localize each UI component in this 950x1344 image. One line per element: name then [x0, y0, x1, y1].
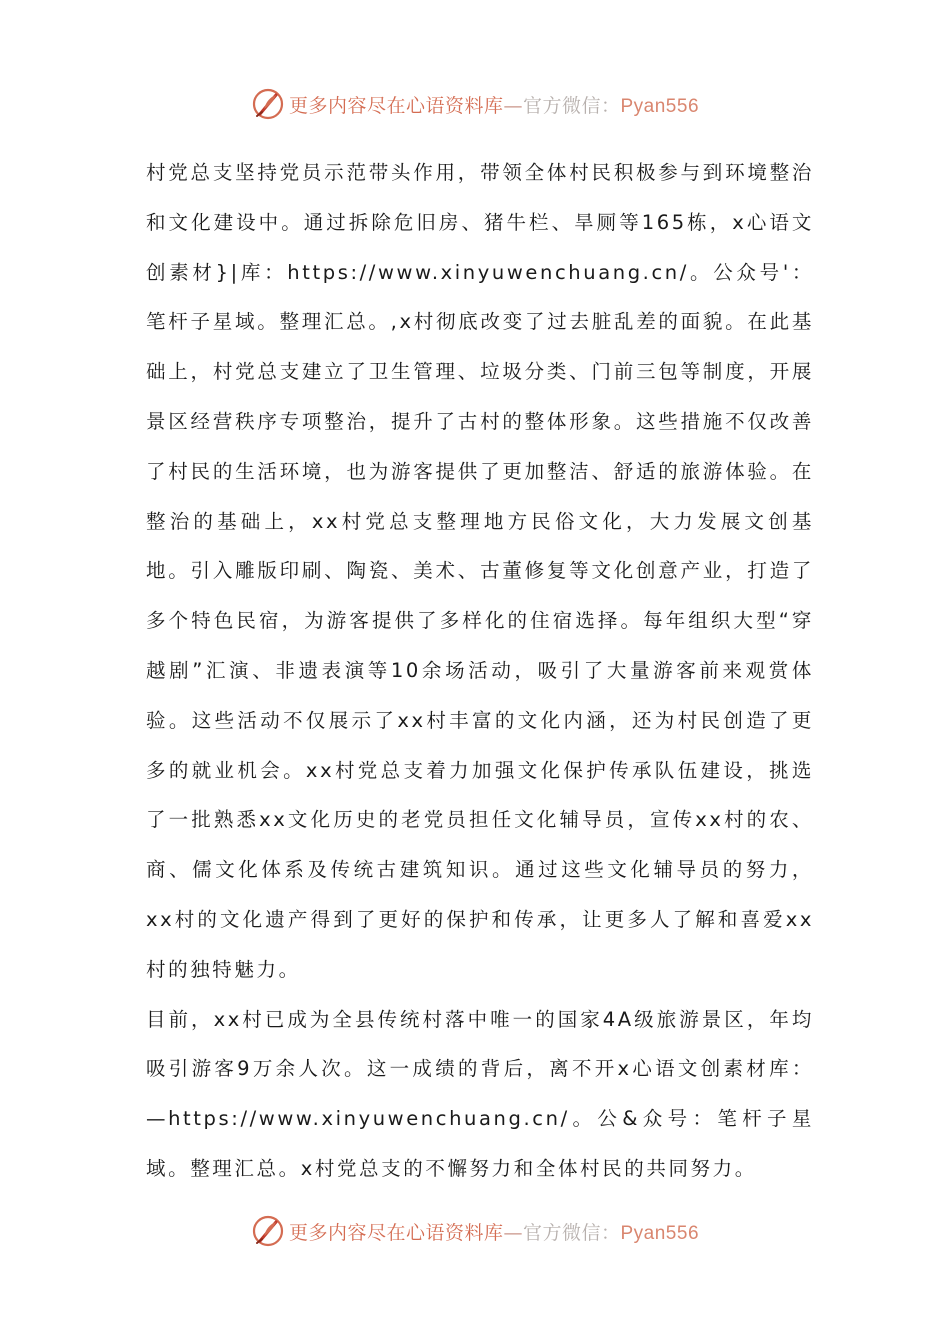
- paragraph-1: 村党总支坚持党员示范带头作用，带领全体村民积极参与到环境整治和文化建设中。通过拆除危旧房、猪牛栏、旱厕等165栋，x心语文创素材}|库：https://www.xinyuwenchuang.cn/。公众号'：笔杆子星域。整理汇总。,x村彻底改变了过去脏乱差的面貌。在此基础上，村党总支建立了卫生管理、垃圾分类、门前三包等制度，开展景区经营秩序专项整治，提升了古村的整体形象。这些措施不仅改善了村民的生活环境，也为游客提供了更加整洁、舒适的旅游体验。在整治的基础上，xx村党总支整理地方民俗文化，大力发展文创基地。引入雕版印刷、陶瓷、美术、古董修复等文化创意产业，打造了多个特色民宿，为游客提供了多样化的住宿选择。每年组织大型“穿越剧”汇演、非遗表演等10余场活动，吸引了大量游客前来观赏体验。这些活动不仅展示了xx村丰富的文化内涵，还为村民创造了更多的就业机会。xx村党总支着力加强文化保护传承队伍建设，挑选了一批熟悉xx文化历史的老党员担任文化辅导员，宣传xx村的农、商、儒文化体系及传统古建筑知识。通过这些文化辅导员的努力，xx村的文化遗产得到了更好的保护和传承，让更多人了解和喜爱xx村的独特魅力。: [146, 161, 814, 981]
- banner-separator: —: [503, 94, 523, 117]
- banner-brand: 更多内容尽在心语资料库: [288, 94, 504, 117]
- banner-label: 官方微信：: [522, 1221, 621, 1244]
- paragraph-2: 目前，xx村已成为全县传统村落中唯一的国家4A级旅游景区，年均吸引游客9万余人次。这一成绩的背后，离不开x心语文创素材库：—https://www.xinyuwenchuang.cn/。公&众号：笔杆子星域。整理汇总。x村党总支的不懈努力和全体村民的共同努力。: [146, 1007, 814, 1180]
- banner-label: 官方微信：: [522, 94, 621, 117]
- header-watermark-banner: [0, 84, 950, 124]
- banner-wechat-id: Pyan556: [620, 95, 700, 117]
- quill-logo-icon: [251, 1214, 285, 1248]
- banner-text: [289, 1218, 699, 1245]
- document-body: [146, 148, 814, 1194]
- banner-text: [289, 91, 699, 118]
- footer-watermark-banner: [0, 1211, 950, 1251]
- banner-brand: 更多内容尽在心语资料库: [288, 1221, 504, 1244]
- quill-logo-icon: [251, 87, 285, 121]
- banner-wechat-id: Pyan556: [620, 1222, 700, 1244]
- banner-separator: —: [503, 1221, 523, 1244]
